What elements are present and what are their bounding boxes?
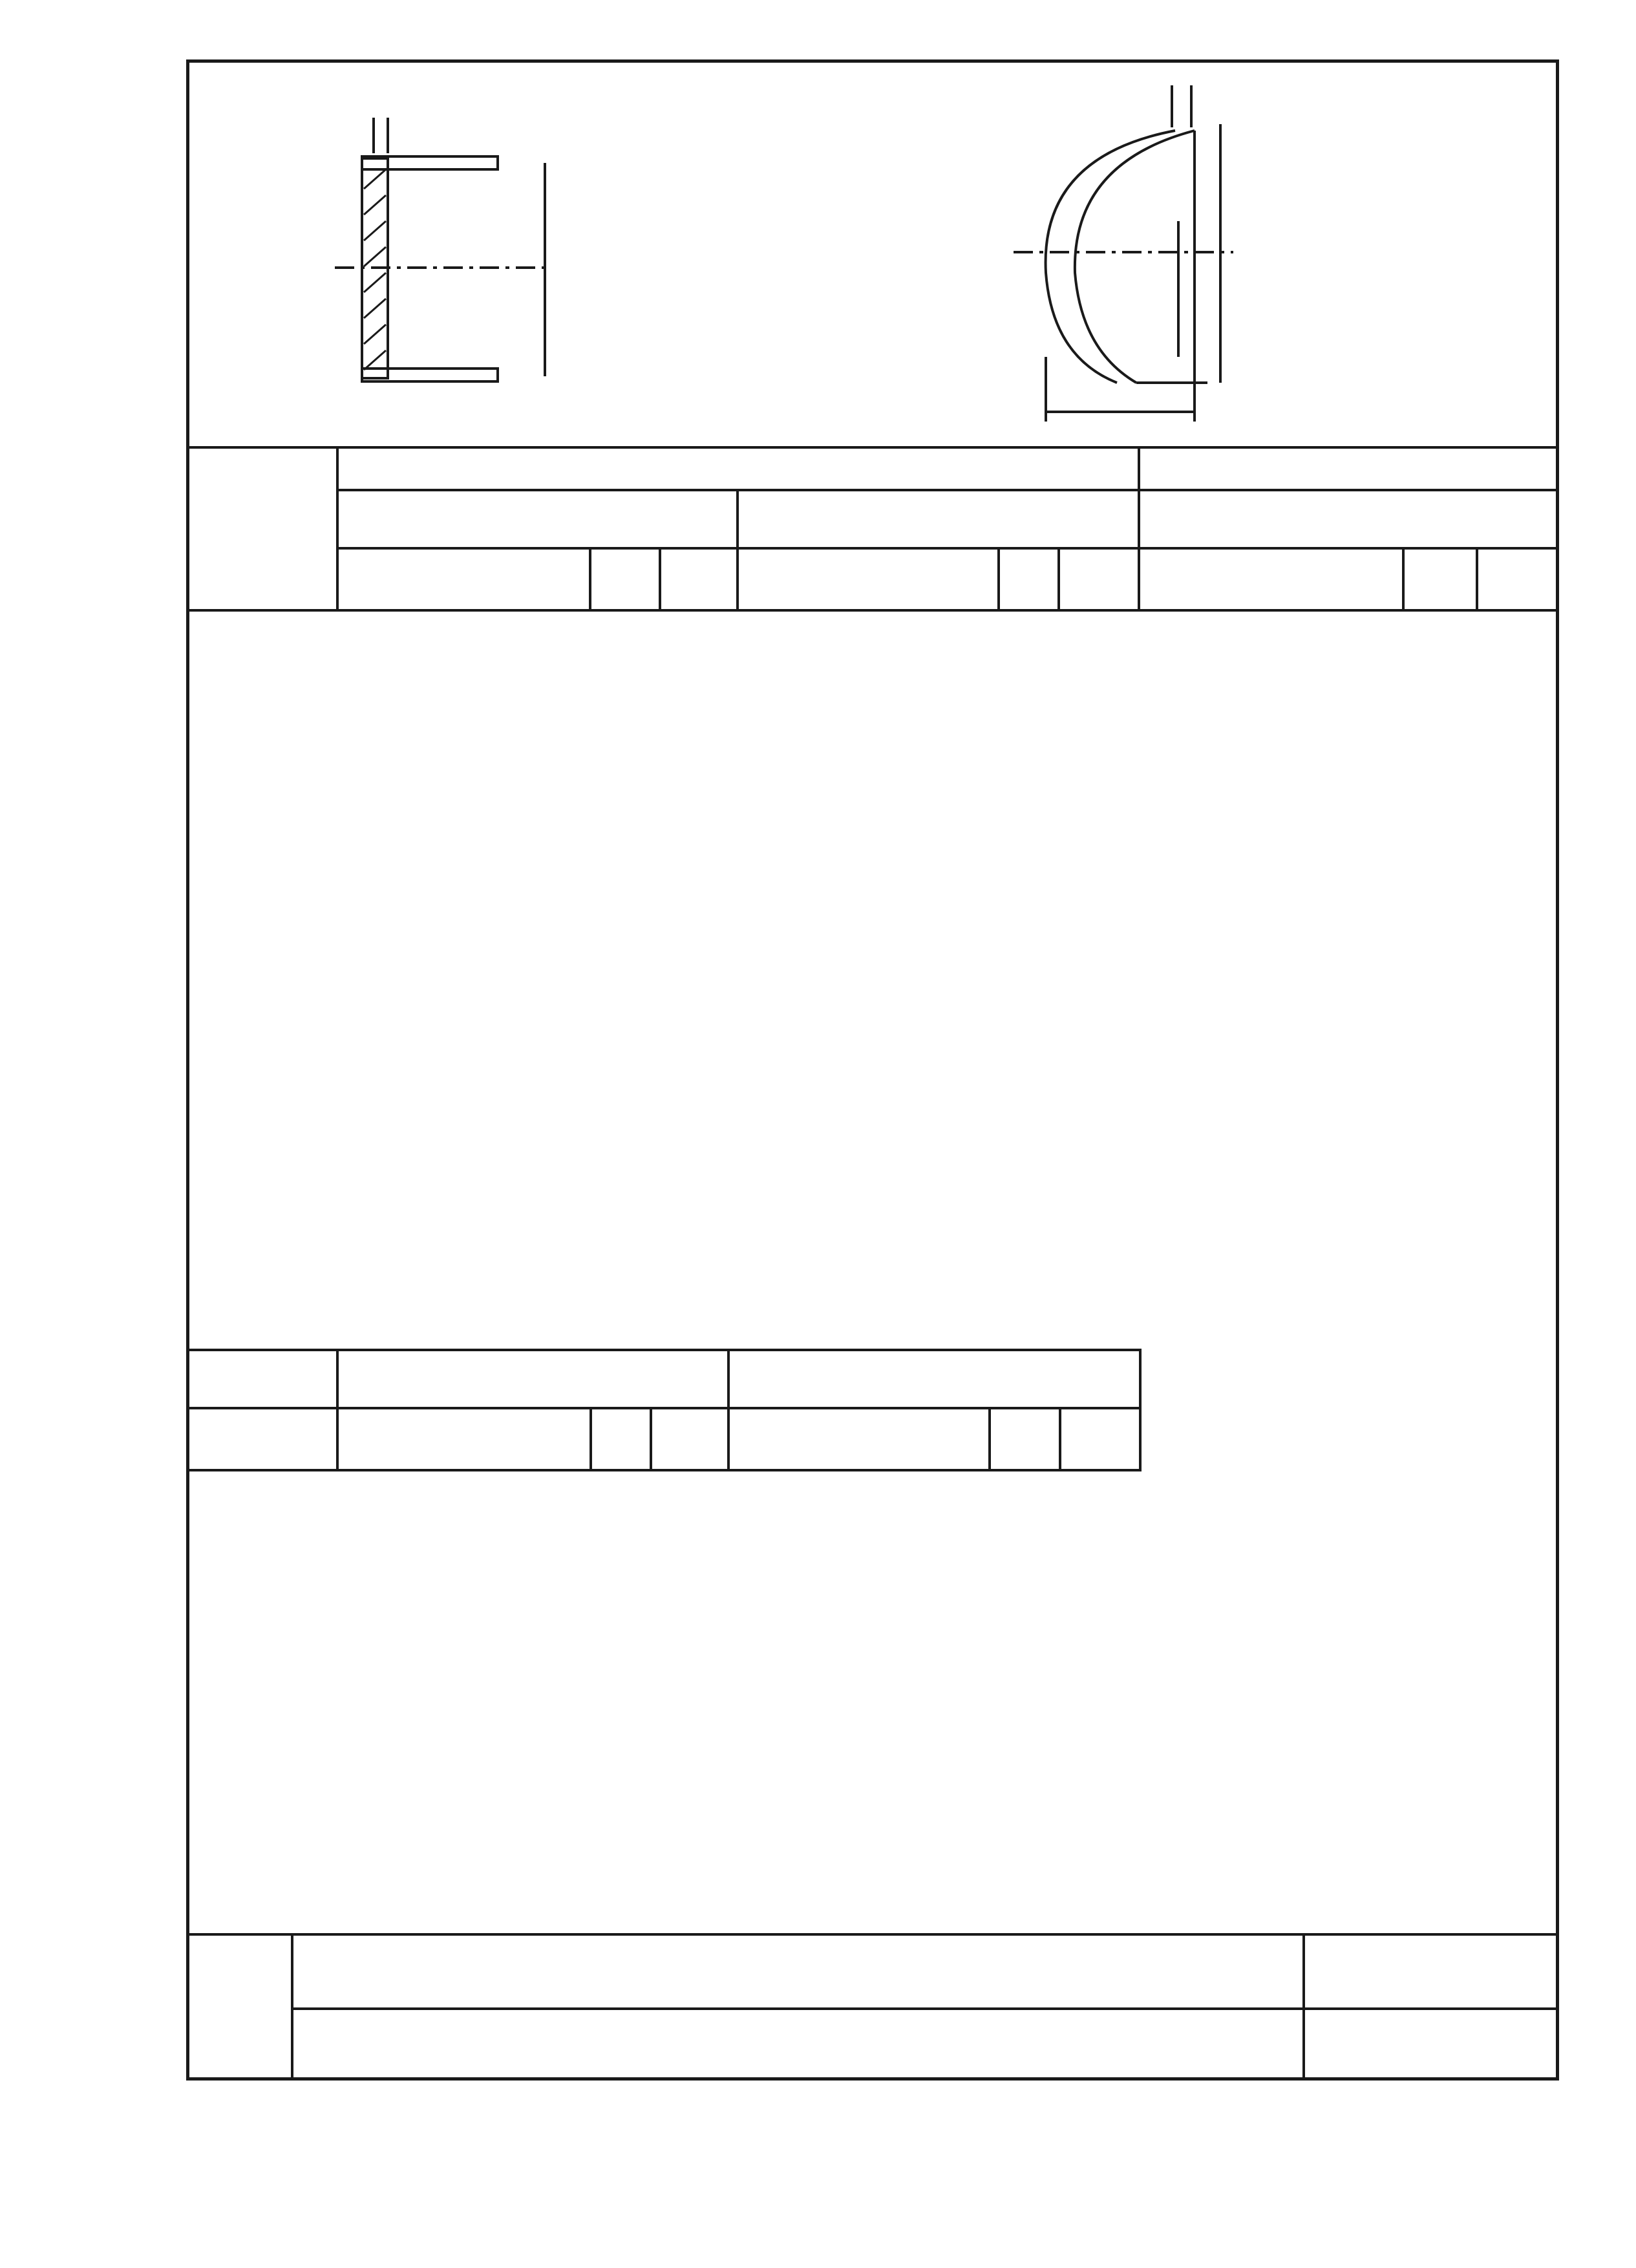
col-designation-dn: [1139, 548, 1403, 610]
col-h: [591, 1408, 651, 1470]
col-h: [990, 1408, 1060, 1470]
flanged-plug-drawing: [1014, 85, 1233, 422]
pressure-py40: [738, 490, 1139, 548]
group-flat-header: [337, 447, 1140, 490]
plugs-table-bottom: [186, 1349, 1142, 1471]
pressure-py16: [728, 1350, 1140, 1408]
title-block-top: [186, 1933, 1559, 1936]
group-flanged-header: [1139, 447, 1558, 490]
plugs-table-top: [186, 446, 1559, 612]
col-mass: [1059, 548, 1139, 610]
blank-corner: [187, 1350, 337, 1408]
col-mass: [1477, 548, 1558, 610]
col-dy-header: [187, 447, 337, 610]
pressure-py10: [337, 1350, 728, 1408]
title-block-divider: [1302, 1933, 1305, 2081]
col-designation: [337, 1408, 591, 1470]
flat-plug-drawing: [335, 118, 548, 381]
col-designation: [728, 1408, 990, 1470]
pressure-py25: [337, 490, 738, 548]
header-drawings: [186, 59, 1559, 441]
col-h: [590, 548, 661, 610]
title-block-divider: [291, 1933, 293, 2081]
title-block-mid: [291, 2007, 1559, 2010]
col-mass: [651, 1408, 728, 1470]
col-mass: [1060, 1408, 1140, 1470]
col-designation: [738, 548, 999, 610]
pressure-py40-flanged: [1139, 490, 1558, 548]
blank-corner: [187, 1408, 337, 1470]
col-designation: [337, 548, 590, 610]
col-h: [1403, 548, 1477, 610]
col-mass: [660, 548, 738, 610]
col-h: [999, 548, 1059, 610]
